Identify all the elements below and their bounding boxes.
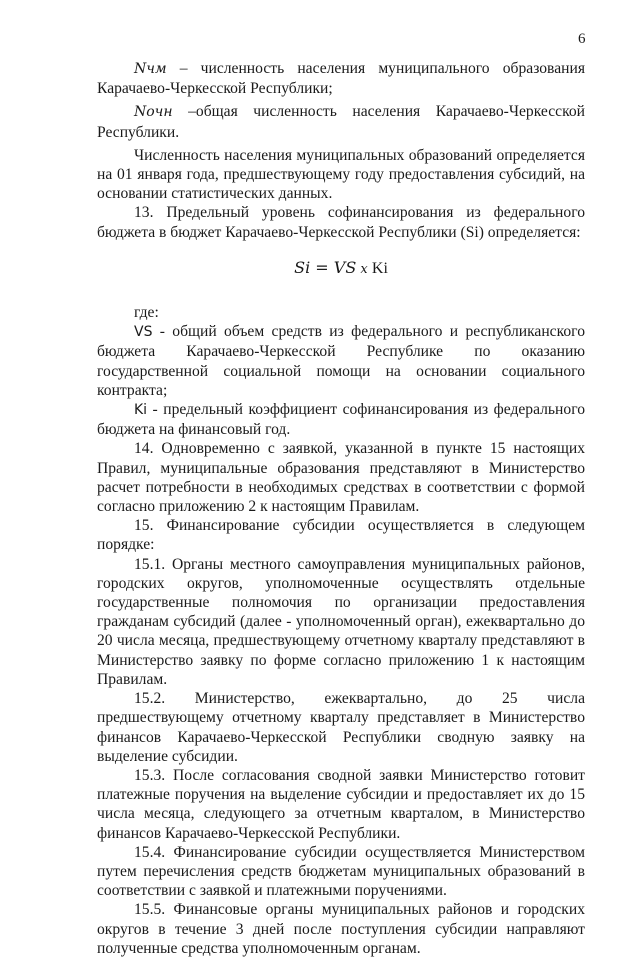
nchm-definition-text: – численность населения муниципального образования Карачаево-Черкесской Республики; <box>97 60 585 98</box>
formula-multiply: x <box>356 261 372 277</box>
paragraph-vs-definition <box>97 322 585 400</box>
formula-equals: = <box>310 257 334 277</box>
paragraph-nchm-definition <box>97 59 585 98</box>
noch-definition-text: –общая численность населения Карачаево-Черкесской Республики. <box>97 103 585 141</box>
ki-definition-text: - предельный коэффициент софинансирования из федерального бюджета на финансовый год. <box>97 401 585 439</box>
paragraph-15: 15. Финансирование субсидии осуществляется в следующем порядке: <box>97 517 585 554</box>
formula-ki: Ki <box>371 259 388 277</box>
formula-vs: VS <box>333 257 357 277</box>
variable-noch: Nочн <box>134 104 173 121</box>
paragraph-13: 13. Предельный уровень софинансирования из федерального бюджета в бюджет Карачаево-Черкесской Республики (Si) определяется: <box>97 204 585 241</box>
variable-nchm: Nчм <box>134 61 167 77</box>
paragraph-15-1: 15.1. Органы местного самоуправления муниципальных районов, городских округов, уполномоченные осуществлять отдельные государственные полномочия по организации предоставления гражданам субсидий (далее - уполномоченный орган), ежеквартально до 20 числа месяца, предшествующему отчетному кварталу представляют в Министерство заявку по форме согласно приложению 1 к настоящим Правилам. <box>97 555 585 688</box>
paragraph-where: где: <box>134 304 159 322</box>
formula-si-left: Si <box>294 257 311 277</box>
document-body <box>97 59 585 958</box>
variable-vs: VS <box>134 324 153 341</box>
paragraph-ki-definition <box>97 400 585 439</box>
paragraph-population: Численность населения муниципальных образований определяется на 01 января года, предшествующему году предоставления субсидий, на основании статистических данных. <box>97 146 585 203</box>
page-number: 6 <box>578 31 586 47</box>
paragraph-15-5: 15.5. Финансовые органы муниципальных районов и городских округов в течение 3 дней после поступления субсидии направляют полученные средства уполномоченным органам. <box>97 901 585 957</box>
formula-si <box>97 258 585 279</box>
paragraph-15-4: 15.4. Финансирование субсидии осуществляется Министерством путем перечисления средств бюджетам муниципальных образований в соответствии с заявкой и платежными поручениями. <box>97 843 585 900</box>
vs-definition-text: - общий объем средств из федерального и республиканского бюджета Карачаево-Черкесской Республике по оказанию государственной социальной помощи на основании социального контракта; <box>97 323 585 399</box>
paragraph-14: 14. Одновременно с заявкой, указанной в пункте 15 настоящих Правил, муниципальные образования представляют в Министерство расчет потребности в необходимых средствах в соответствии с формой согласно приложению 2 к настоящим Правилам. <box>97 440 585 516</box>
paragraph-15-2: 15.2. Министерство, ежеквартально, до 25 числа предшествующему отчетному кварталу представляет в Министерство финансов Карачаево-Черкесской Республики сводную заявку на выделение субсидии. <box>97 690 585 765</box>
paragraph-noch-definition <box>97 102 585 141</box>
paragraph-15-3: 15.3. После согласования сводной заявки Министерство готовит платежные поручения на выделение субсидии и предоставляет их до 15 числа месяца, следующего за отчетным кварталом, в Министерство финансов Карачаево-Черкесской Республики. <box>97 766 585 842</box>
variable-ki: Ki <box>134 402 148 419</box>
